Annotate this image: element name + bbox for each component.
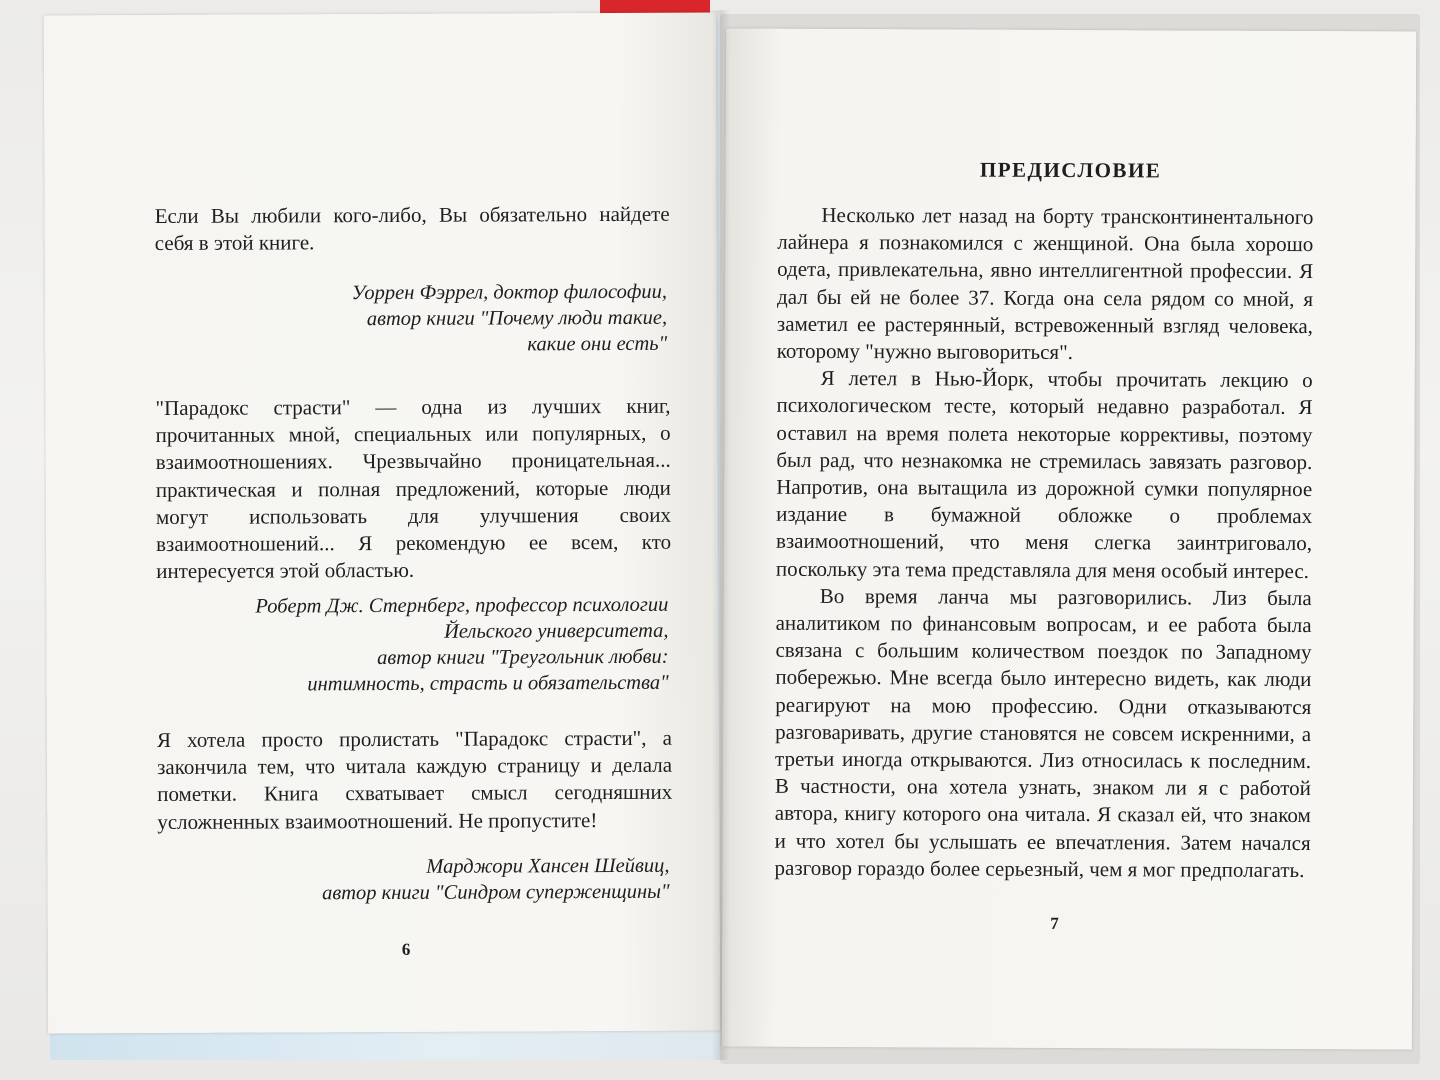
epigraph-3-text: Я хотела просто пролистать "Парадокс страсти", а закончила тем, что читала каждую страницу и делала пометки. Книга схватывает смысл сегодняшних усложненных взаимоотношений. Не пропустите! — [156, 725, 673, 834]
attribution-line: автор книги "Почему люди такие, — [366, 306, 668, 331]
attribution-line: интимность, страсть и обязательства" — [307, 671, 669, 696]
attribution-line: Уоррен Фэррел, доктор философии, — [351, 280, 668, 305]
page-number-left: 6 — [401, 939, 411, 959]
left-page — [44, 13, 720, 1034]
body-paragraph: Несколько лет назад на борту трансконтинентального лайнера я познакомился с женщиной. Она была хорошо одета, привлекательна, явно интеллигентной профессии. Я дал бы ей не более 37. Когда она села рядом со мной, я заметил ее растерянный, встревоженный взгляд человека, которому "нужно выговориться". — [776, 202, 1314, 365]
epigraph-3-attribution — [149, 853, 669, 907]
body-paragraph: Во время ланча мы разговорились. Лиз была аналитиком по финансовым вопросам, и ее работа была связана с большим количеством поездок по Западному побережью. Мне всегда было интересно видеть, как люди реагируют на мою профессию. Одни отказываются разговаривать, другие становятся не совсем искренними, а третьи иногда открываются. Лиз относилась к последним. В частности, она хотела узнать, знаком ли я с работой автора, книгу которого она читала. Я сказал ей, что знаком и что хотел бы услышать ее впечатления. Затем начался разговор гораздо более серьезный, чем я мог предполагать. — [774, 583, 1312, 882]
chapter-title: ПРЕДИСЛОВИЕ — [979, 157, 1162, 183]
epigraph-1-attribution — [147, 279, 667, 359]
attribution-line: Йельского университета, — [444, 619, 669, 643]
epigraph-2-text: "Парадокс страсти" — одна из лучших книг, прочитанных мной, специальных или популярных, о взаимоотношениях. Чрезвычайно проницательная... практическая и полная предложений, которые люди могут использовать для улучшения своих взаимоотношений... Я рекомендую ее всем, кто интересуется этой областью. — [155, 393, 672, 584]
right-page — [722, 28, 1416, 1049]
page-number-right: 7 — [1050, 913, 1059, 933]
attribution-line: автор книги "Синдром суперженщины" — [322, 880, 670, 905]
attribution-line: Роберт Дж. Стернберг, профессор психологии — [255, 593, 669, 618]
epigraph-2-attribution — [148, 592, 668, 698]
chapter-body — [775, 202, 1314, 884]
attribution-line: автор книги "Треугольник любви: — [377, 645, 669, 670]
epigraph-1-text: Если Вы любили кого-либо, Вы обязательно найдете себя в этой книге. — [154, 201, 670, 256]
attribution-line: Марджори Хансен Шейвиц, — [426, 854, 670, 878]
book-spine-shadow — [712, 10, 730, 1060]
attribution-line: какие они есть" — [527, 332, 668, 356]
body-paragraph: Я летел в Нью-Йорк, чтобы прочитать лекцию о психологическом тесте, который недавно разработал. Я оставил на время полета некоторые коррективы, поэтому был рад, что незнакомка не стремилась завязать разговор. Напротив, она вытащила из дорожной сумки популярное издание в бумажной обложке о проблемах взаимоотношений, что меня слегка заинтриговало, поскольку эта тема представляла для меня особый интерес. — [775, 366, 1313, 583]
